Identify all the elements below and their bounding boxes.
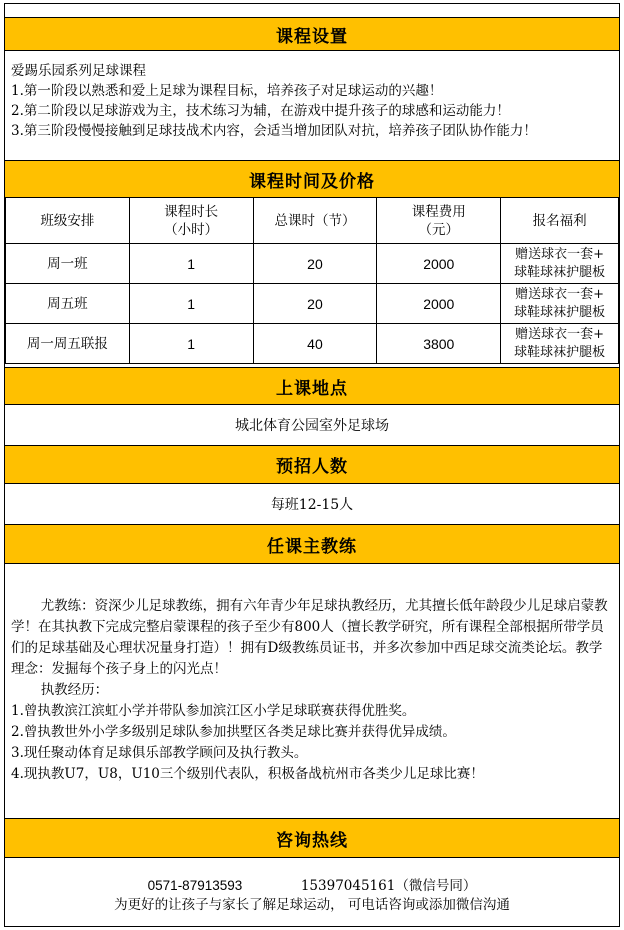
- location-text: 城北体育公园室外足球场: [235, 418, 389, 434]
- experience-item: 2.曾执教世外小学多级别足球队参加拱墅区各类足球比赛并获得优异成绩。: [11, 724, 456, 740]
- section-header-coach: [5, 524, 619, 564]
- section-title: 课程时间及价格: [249, 171, 375, 192]
- section-header-course-setup: [5, 17, 619, 51]
- price-table: [5, 197, 619, 364]
- hotline-body: [5, 858, 619, 926]
- gift-cell: 赠送球衣一套+ 球鞋球袜护腿板: [501, 284, 619, 324]
- phone-number: 0571-87913593: [147, 878, 243, 893]
- gift-cell: 赠送球衣一套+ 球鞋球袜护腿板: [501, 244, 619, 284]
- course-line: 3.第三阶段慢慢接触到足球技战术内容，会适当增加团队对抗，培养孩子团队协作能力！: [11, 123, 537, 139]
- section-title: 预招人数: [276, 457, 348, 477]
- experience-item: 4.现执教U7，U8，U10三个级别代表队，积极备战杭州市各类少儿足球比赛！: [11, 766, 484, 782]
- duration-cell: 1: [129, 324, 253, 364]
- section-title: 课程设置: [276, 26, 348, 47]
- gift-cell: 赠送球衣一套+ 球鞋球袜护腿板: [501, 324, 619, 364]
- header-cell: 报名福利: [501, 198, 619, 244]
- course-setup-body: [5, 51, 619, 161]
- header-cell: 课程费用 （元）: [377, 198, 501, 244]
- mobile-number: 15397045161（微信号同）: [300, 878, 477, 894]
- header-cell: 课程时长 （小时）: [129, 198, 253, 244]
- enrollment-text: 每班12-15人: [270, 497, 354, 513]
- header-cell: 总课时（节）: [253, 198, 377, 244]
- coach-body: [5, 564, 619, 817]
- experience-item: 3.现任聚动体育足球俱乐部教学顾问及执行教头。: [11, 745, 308, 761]
- class-cell: 周一周五联报: [6, 324, 130, 364]
- section-header-schedule-price: [5, 160, 619, 198]
- class-cell: 周五班: [6, 284, 130, 324]
- hotline-note: 为更好的让孩子与家长了解足球运动， 可电话咨询或添加微信沟通: [114, 897, 510, 913]
- section-title: 咨询热线: [276, 830, 348, 851]
- header-cell: 班级安排: [6, 198, 130, 244]
- course-line: 爱踢乐园系列足球课程: [11, 63, 146, 79]
- table-row: [6, 324, 619, 364]
- experience-label: 执教经历：: [40, 682, 109, 698]
- hotline-numbers: [5, 876, 619, 896]
- fee-cell: 2000: [377, 244, 501, 284]
- section-title: 上课地点: [276, 378, 348, 399]
- total-cell: 40: [253, 324, 377, 364]
- table-row: [6, 244, 619, 284]
- duration-cell: 1: [129, 244, 253, 284]
- coach-intro: 尤教练：资深少儿足球教练，拥有六年青少年足球执教经历，尤其擅长低年龄段少儿足球启蒙教学！在其执教下完成完整启蒙课程的孩子至少有800人（擅长教学研究，所有课程全部根据所带学员们的足球基础及心理状况量身打造）！拥有D级教练员证书，并多次参加中西足球交流类论坛。教学理念：发掘每个孩子身上的闪光点！: [11, 598, 608, 677]
- course-line: 2.第二阶段以足球游戏为主，技术练习为辅，在游戏中提升孩子的球感和运动能力！: [11, 103, 510, 119]
- total-cell: 20: [253, 244, 377, 284]
- table-row: [6, 284, 619, 324]
- fee-cell: 3800: [377, 324, 501, 364]
- course-line: 1.第一阶段以熟悉和爱上足球为课程目标，培养孩子对足球运动的兴趣！: [11, 83, 443, 99]
- experience-item: 1.曾执教滨江滨虹小学并带队参加滨江区小学足球联赛获得优胜奖。: [11, 703, 416, 719]
- duration-cell: 1: [129, 284, 253, 324]
- section-header-enrollment: [5, 445, 619, 484]
- class-cell: 周一班: [6, 244, 130, 284]
- course-flyer: [4, 3, 620, 927]
- section-header-location: [5, 367, 619, 405]
- total-cell: 20: [253, 284, 377, 324]
- fee-cell: 2000: [377, 284, 501, 324]
- section-title: 任课主教练: [267, 536, 357, 557]
- section-header-hotline: [5, 818, 619, 858]
- table-header-row: [6, 198, 619, 244]
